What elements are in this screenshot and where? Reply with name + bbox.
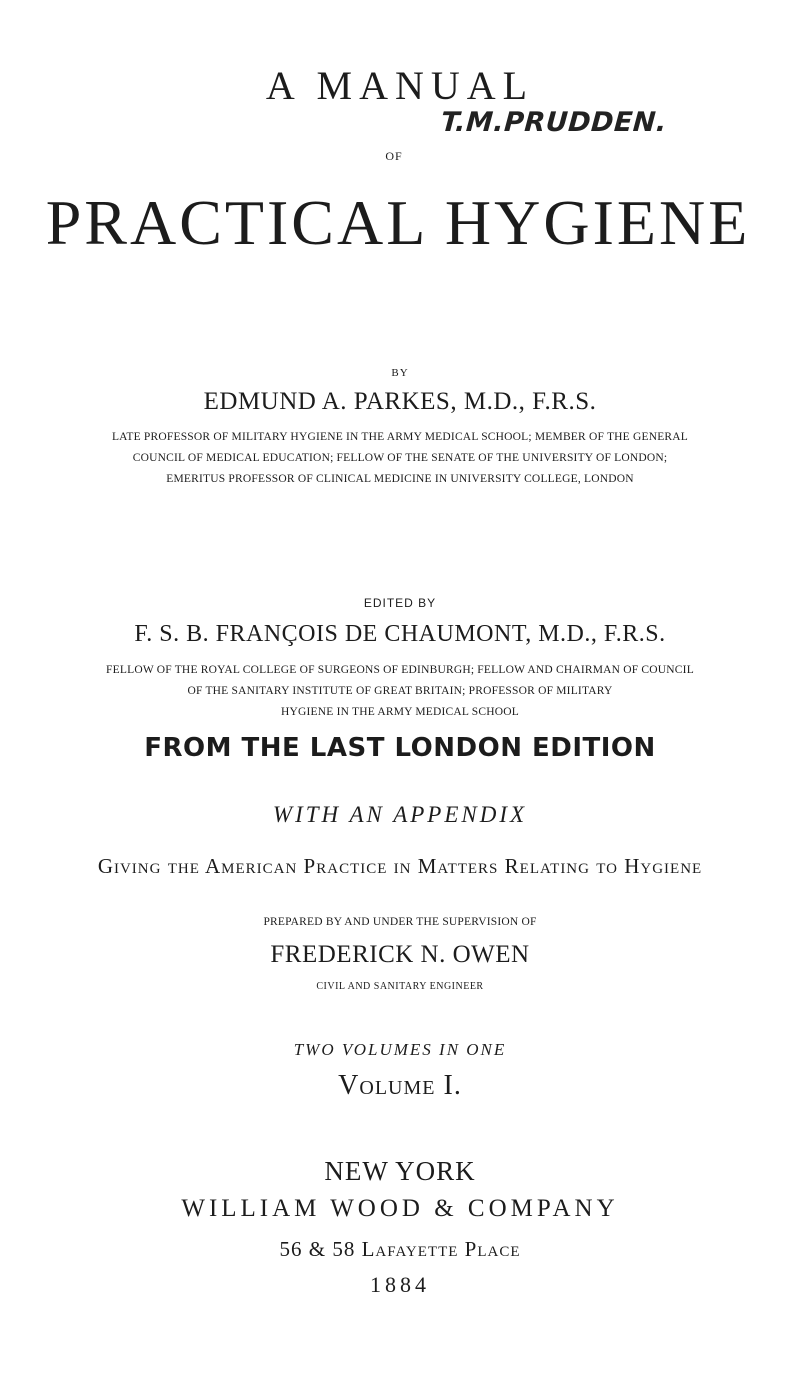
edited-by-label: EDITED BY [363,596,437,610]
by-label: BY [391,367,409,379]
volume-number: Volume I. [338,1070,462,1101]
edition-heading: FROM THE LAST LONDON EDITION [144,733,656,763]
author-credentials-2: COUNCIL OF MEDICAL EDUCATION; FELLOW OF THE SENATE OF THE UNIVERSITY OF LONDON; [132,452,668,464]
editor-credentials-2: OF THE SANITARY INSTITUTE OF GREAT BRITAIN; PROFESSOR OF MILITARY [187,685,613,697]
editor-name: F. S. B. FRANÇOIS DE CHAUMONT, M.D., F.R.S. [134,621,666,647]
editor-credentials-3: HYGIENE IN THE ARMY MEDICAL SCHOOL [281,706,519,718]
volumes-note: TWO VOLUMES IN ONE [293,1040,507,1059]
owner-stamp: T.M.PRUDDEN. [439,107,668,138]
author-credentials-3: EMERITUS PROFESSOR OF CLINICAL MEDICINE IN UNIVERSITY COLLEGE, LONDON [166,473,634,485]
author-credentials-1: LATE PROFESSOR OF MILITARY HYGIENE IN THE ARMY MEDICAL SCHOOL; MEMBER OF THE GENERAL [111,431,689,443]
title-of: OF [385,149,403,163]
author-name: EDMUND A. PARKES, M.D., F.R.S. [203,388,597,415]
appendix-description: Giving the American Practice in Matters Relating to Hygiene [97,854,703,878]
imprint-publisher: WILLIAM WOOD & COMPANY [181,1195,619,1222]
appendix-heading: WITH AN APPENDIX [272,802,528,827]
prepared-by-label: PREPARED BY AND UNDER THE SUPERVISION OF [263,916,537,928]
preparer-title: CIVIL AND SANITARY ENGINEER [316,981,484,992]
editor-credentials-1: FELLOW OF THE ROYAL COLLEGE OF SURGEONS OF EDINBURGH; FELLOW AND CHAIRMAN OF COUNCIL [106,664,694,676]
imprint-address: 56 & 58 Lafayette Place [279,1237,521,1261]
title-line-1: A MANUAL [265,63,535,108]
imprint-city: NEW YORK [324,1156,476,1186]
preparer-name: FREDERICK N. OWEN [270,941,530,968]
imprint-year: 1884 [370,1272,430,1297]
title-line-2: PRACTICAL HYGIENE [45,187,751,258]
